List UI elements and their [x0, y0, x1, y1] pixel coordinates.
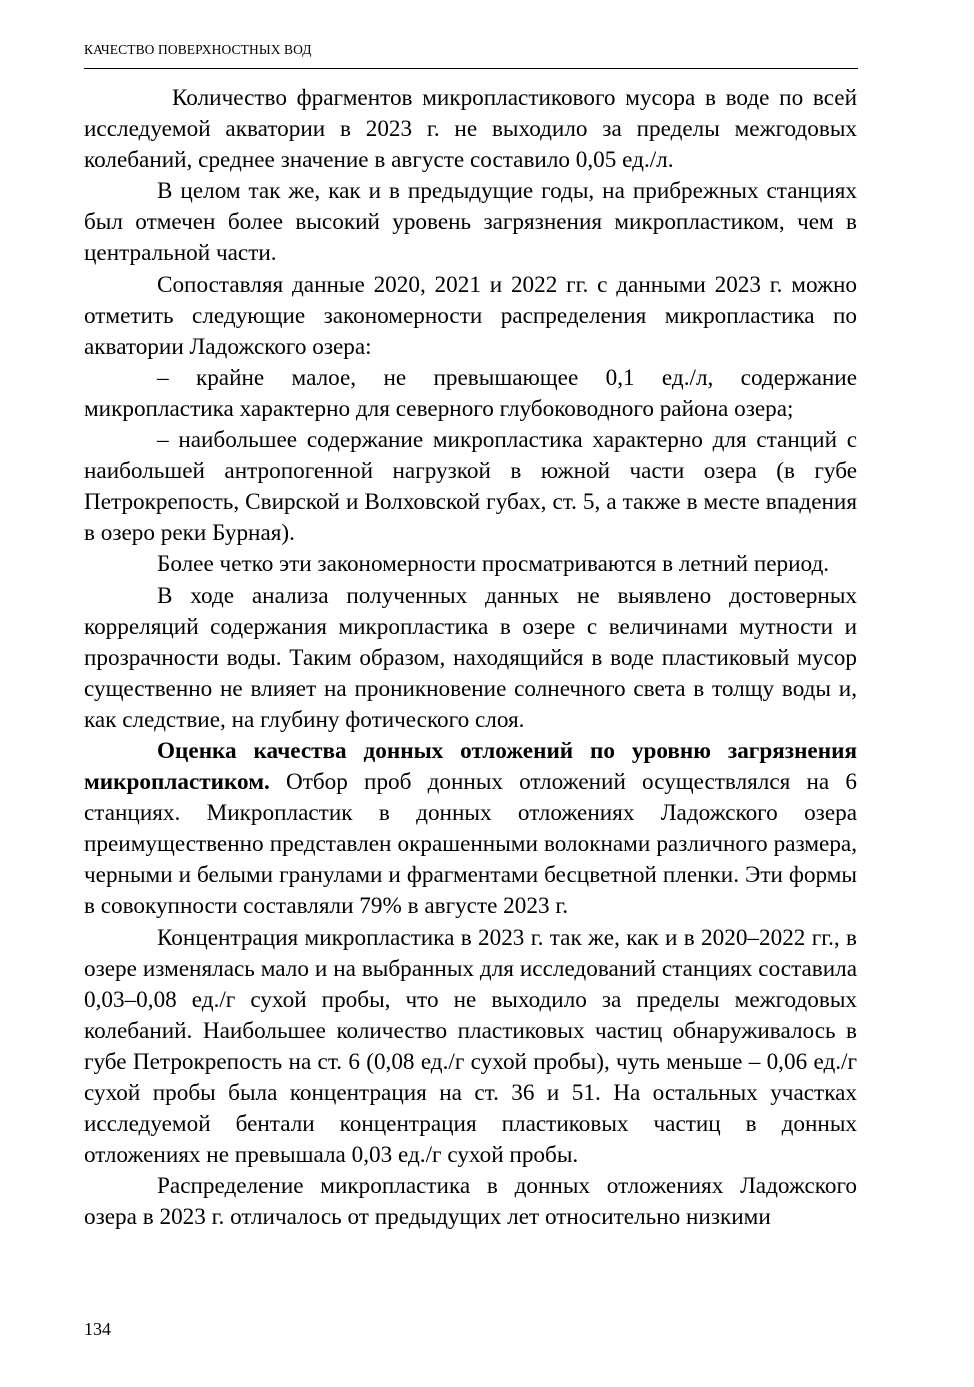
body-text	[84, 83, 857, 1233]
paragraph-4: Более четко эти закономерности просматриваются в летний период.	[157, 551, 830, 578]
running-header: КАЧЕСТВО ПОВЕРХНОСТНЫХ ВОД	[84, 42, 312, 57]
paragraph-6	[84, 736, 857, 923]
paragraph-8: Распределение микропластика в донных отложениях Ладожского озера в 2023 г. отличалось от предыдущих лет относительно низкими	[84, 1173, 857, 1231]
list-item-1: – крайне малое, не превышающее 0,1 ед./л, содержание микропластика характерно для северного глубоководного района озера;	[84, 364, 857, 422]
paragraph-2: В целом так же, как и в предыдущие годы, на прибрежных станциях был отмечен более высокий уровень загрязнения микропластиком, чем в центральной части.	[84, 178, 857, 267]
paragraph-7: Концентрация микропластика в 2023 г. так же, как и в 2020–2022 гг., в озере изменялась мало и на выбранных для исследований станциях составила 0,03–0,08 ед./г сухой пробы, что не выходило за пределы межгодовых колебаний. Наибольшее количество пластиковых частиц обнаруживалось в губе Петрокрепость на ст. 6 (0,08 ед./г сухой пробы), чуть меньше – 0,06 ед./г сухой пробы была концентрация на ст. 36 и 51. На остальных участках исследуемой бентали концентрация пластиковых частиц в донных отложениях не превышала 0,03 ед./г сухой пробы.	[84, 924, 857, 1169]
section-heading: Оценка качества донных отложений по уровню загрязнения микропластиком.	[84, 737, 857, 796]
list-item-2: – наибольшее содержание микропластика характерно для станций с наибольшей антропогенной нагрузкой в южной части озера (в губе Петрокрепость, Свирской и Волховской губах, ст. 5, а также в месте впадения в озеро реки Бурная).	[84, 427, 857, 547]
page-number: 134	[84, 1319, 111, 1339]
paragraph-3: Сопоставляя данные 2020, 2021 и 2022 гг. с данными 2023 г. можно отметить следующие закономерности распределения микропластика по акватории Ладожского озера:	[84, 271, 857, 360]
header-divider	[84, 68, 858, 69]
paragraph-6-text: Отбор проб донных отложений осуществлялся на 6 станциях. Микропластик в донных отложениях Ладожского озера преимущественно представлен окрашенными волокнами различного размера, черными и белыми гранулами и фрагментами бесцветной пленки. Эти формы в совокупности составляли 79% в августе 2023 г.	[84, 769, 857, 920]
paragraph-1: Количество фрагментов микропластикового мусора в воде по всей исследуемой акватории в 2023 г. не выходило за пределы межгодовых колебаний, среднее значение в августе составило 0,05 ед./л.	[84, 85, 857, 174]
paragraph-5: В ходе анализа полученных данных не выявлено достоверных корреляций содержания микропластика в озере с величинами мутности и прозрачности воды. Таким образом, находящийся в воде пластиковый мусор существенно не влияет на проникновение солнечного света в толщу воды и, как следствие, на глубину фотического слоя.	[84, 582, 857, 733]
